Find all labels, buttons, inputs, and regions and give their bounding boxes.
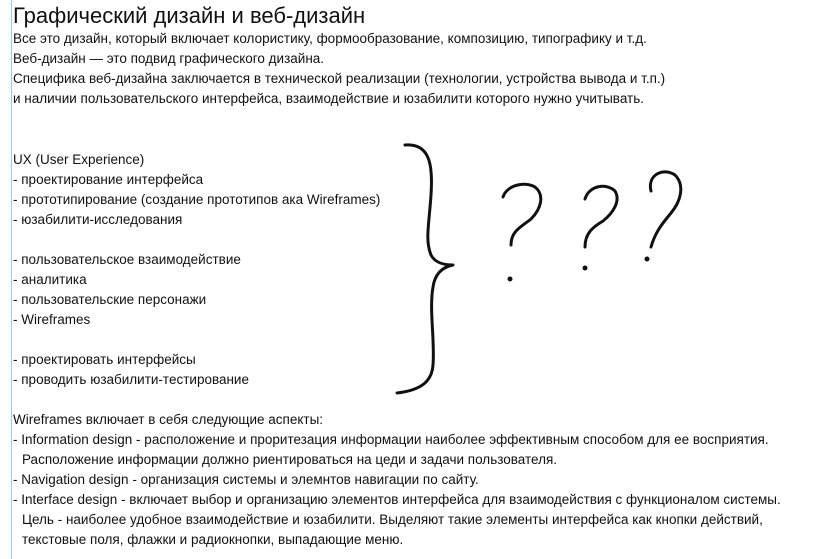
ux-item: - проводить юзабилити-тестирование: [13, 372, 249, 387]
wireframes-line: текстовые поля, флажки и радиокнопки, выпадающие меню.: [22, 532, 404, 547]
ux-item: - проектирование интерфейса: [13, 172, 204, 187]
wireframes-line: - Information design - расположение и проритезация информации наиболее эффективным способом для ее восприятия.: [13, 432, 769, 447]
ux-item: - проектировать интерфейсы: [13, 352, 196, 367]
ux-item: - пользовательские персонажи: [13, 292, 207, 307]
handwritten-annotation: [385, 135, 695, 400]
curly-brace-icon: [397, 145, 453, 393]
wireframes-heading: Wireframes включает в себя следующие аспекты:: [13, 412, 324, 427]
ux-item: - юзабилити-исследования: [13, 212, 183, 227]
wireframes-line: - Navigation design - организация системы и элемнтов навигации по сайту.: [13, 472, 479, 487]
intro-line-2: Веб-дизайн — это подвид графического дизайна.: [13, 51, 325, 66]
ux-heading: UX (User Experience): [13, 152, 145, 167]
intro-line-1: Все это дизайн, который включает колористику, формообразование, композицию, типографику и т.д.: [13, 31, 647, 46]
ux-item: - пользовательское взаимодействие: [13, 252, 241, 267]
intro-line-4: и наличии пользовательского интерфейса, взаимодействие и юзабилити которого нужно учитывать.: [13, 91, 644, 106]
ux-item: - прототипирование (создание прототипов ака Wireframes): [13, 192, 381, 207]
question-marks-icon: [503, 172, 681, 282]
margin-line: [11, 0, 12, 559]
wireframes-line: - Interface design - включает выбор и организацию элементов интерфейса для взаимодействия с функционалом системы.: [13, 492, 781, 507]
wireframes-line: Расположение информации должно риентироваться на цеди и задачи пользователя.: [22, 452, 558, 467]
intro-line-3: Специфика веб-дизайна заключается в технической реализации (технологии, устройства вывода и т.п.): [13, 71, 666, 86]
wireframes-line: Цель - наиболее удобное взаимодействие и юзабилити. Выделяют такие элементы интерфейса как кнопки действий,: [22, 512, 763, 527]
ux-item: - Wireframes: [13, 312, 91, 327]
page-title: Графический дизайн и веб-дизайн: [13, 3, 366, 28]
ux-item: - аналитика: [13, 272, 87, 287]
